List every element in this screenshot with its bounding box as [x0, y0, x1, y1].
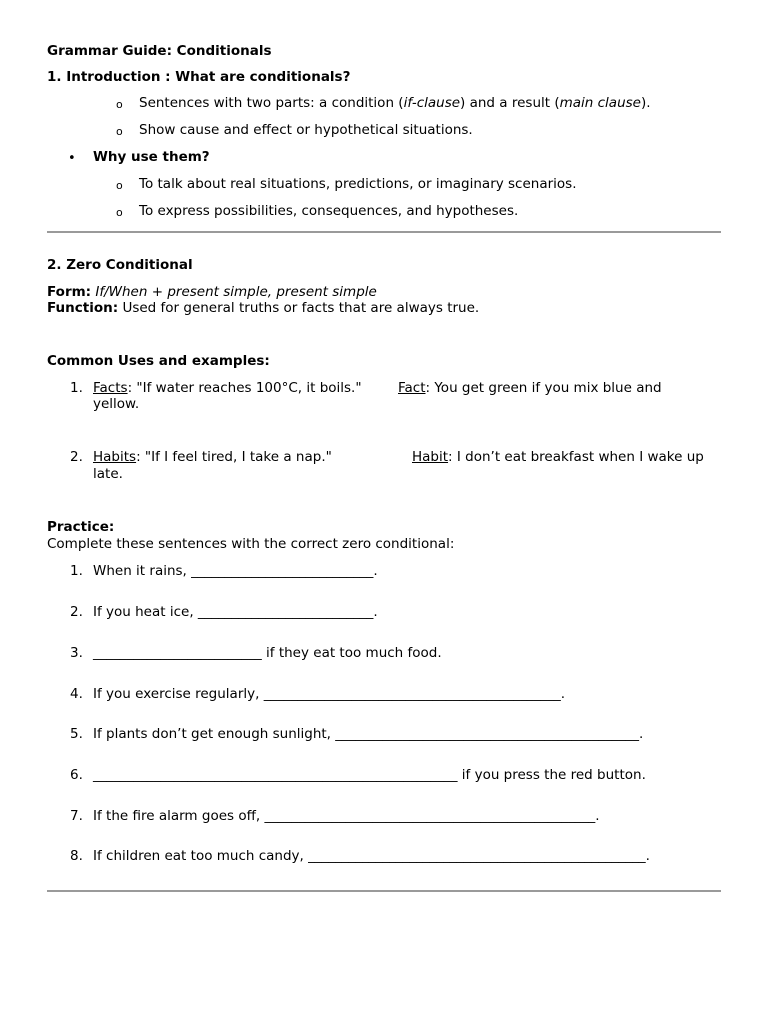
practice-number: 1.: [70, 563, 83, 579]
form-line: [47, 284, 377, 301]
practice-instructions: Complete these sentences with the correct zero conditional:: [47, 536, 455, 552]
practice-number: 4.: [70, 686, 83, 702]
why-item-1: To talk about real situations, predictions, or imaginary scenarios.: [139, 176, 577, 192]
practice-number: 3.: [70, 645, 83, 661]
uses-label: Facts: [93, 380, 128, 396]
function-line: [47, 300, 479, 317]
function-value: Used for general truths or facts that are always true.: [122, 300, 480, 316]
practice-item: If children eat too much candy, __________________________________________________.: [93, 848, 650, 864]
sub-bullet-marker: o: [116, 179, 123, 192]
uses-example-continued: yellow.: [93, 396, 140, 412]
practice-item: When it rains, ___________________________.: [93, 563, 378, 579]
practice-number: 2.: [70, 604, 83, 620]
bullet-marker: •: [68, 151, 76, 166]
main-clause-term: main clause: [559, 95, 641, 111]
practice-item: If plants don’t get enough sunlight, _____________________________________________.: [93, 726, 644, 742]
section-divider: [47, 231, 721, 233]
uses-number: 1.: [70, 380, 83, 396]
if-clause-term: if-clause: [403, 95, 461, 111]
uses-item-facts: [93, 380, 362, 397]
uses-example: : I don’t eat breakfast when I wake up: [448, 449, 704, 465]
why-item-2: To express possibilities, consequences, and hypotheses.: [139, 203, 519, 219]
uses-example: : You get green if you mix blue and: [425, 380, 662, 396]
uses-example: : "If I feel tired, I take a nap.": [136, 449, 332, 465]
form-value: If/When + present simple, present simple: [95, 284, 377, 300]
uses-item-habit-2: [412, 449, 704, 466]
function-label: Function:: [47, 300, 119, 316]
uses-example: : "If water reaches 100°C, it boils.": [127, 380, 362, 396]
sub-bullet-marker: o: [116, 125, 123, 138]
uses-label: Habits: [93, 449, 137, 465]
sub-bullet-marker: o: [116, 98, 123, 111]
intro-item-cause-effect: Show cause and effect or hypothetical situations.: [139, 122, 473, 138]
practice-item: If the fire alarm goes off, _________________________________________________.: [93, 808, 600, 824]
intro-item-text: ).: [640, 95, 651, 111]
uses-heading: Common Uses and examples:: [47, 353, 270, 369]
section-divider: [47, 890, 721, 892]
form-label: Form:: [47, 284, 92, 300]
practice-number: 5.: [70, 726, 83, 742]
uses-item-fact-2: [398, 380, 662, 397]
uses-label: Habit: [412, 449, 449, 465]
uses-number: 2.: [70, 449, 83, 465]
intro-heading: 1. Introduction : What are conditionals?: [47, 69, 351, 85]
practice-item: ______________________________________________________ if you press the red button.: [93, 767, 646, 783]
practice-item: If you exercise regularly, ____________________________________________.: [93, 686, 565, 702]
intro-item-text: Sentences with two parts: a condition (: [139, 95, 404, 111]
why-use-heading: Why use them?: [93, 149, 210, 165]
uses-label: Fact: [398, 380, 426, 396]
practice-item: _________________________ if they eat too much food.: [93, 645, 442, 661]
zero-heading: 2. Zero Conditional: [47, 257, 193, 273]
uses-example-continued: late.: [93, 466, 123, 482]
practice-number: 6.: [70, 767, 83, 783]
practice-item: If you heat ice, __________________________.: [93, 604, 378, 620]
sub-bullet-marker: o: [116, 206, 123, 219]
page-title: Grammar Guide: Conditionals: [47, 43, 272, 59]
intro-item-definition: [139, 95, 651, 112]
practice-number: 8.: [70, 848, 83, 864]
intro-item-text: ) and a result (: [460, 95, 560, 111]
uses-item-habits: [93, 449, 332, 466]
practice-number: 7.: [70, 808, 83, 824]
practice-heading: Practice:: [47, 519, 115, 535]
